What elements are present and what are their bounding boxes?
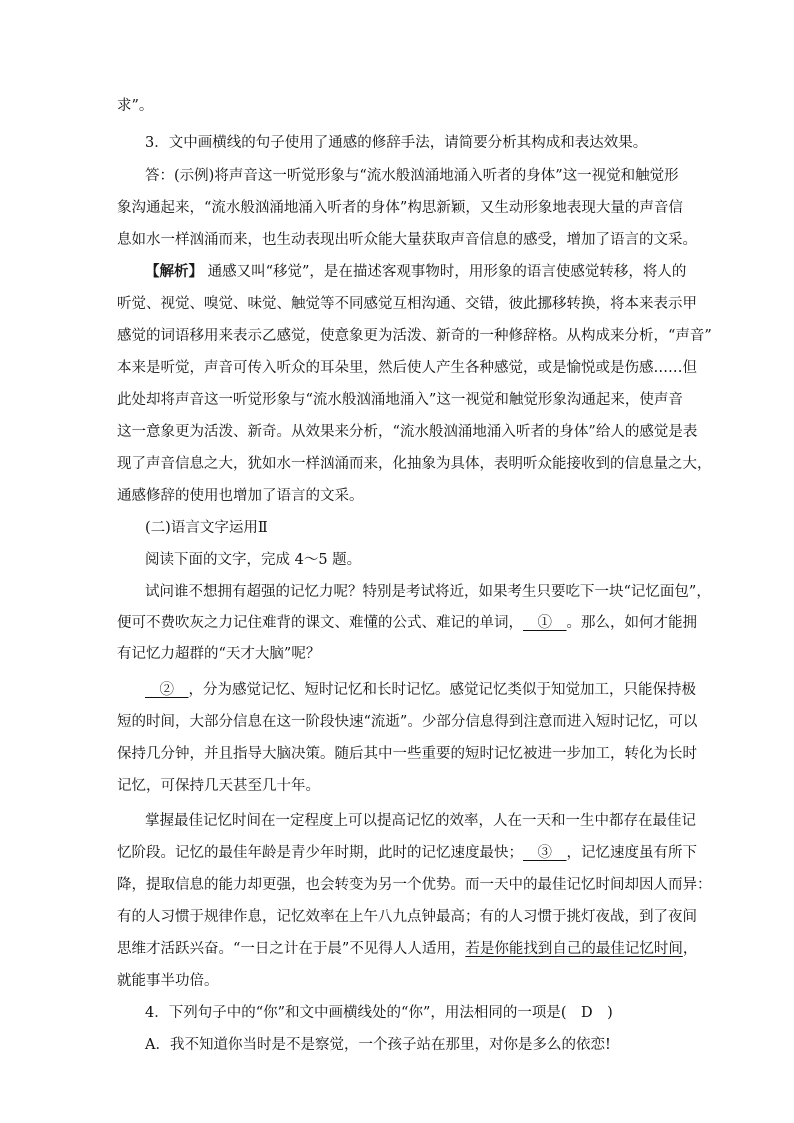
passage-line: 短的时间，大部分信息在这一阶段快速“流逝”。少部分信息得到注意而进入短时记忆，可以 [117,714,698,730]
analysis-line: 听觉、视觉、嗅觉、味觉、触觉等不同感觉互相沟通、交错，彼此挪移转换，将本来表示甲 [117,296,697,312]
answer-line: 象沟通起来，“流水般汹涌地涌入听者的身体”构思新颖，又生动形象地表现大量的声音信 [117,200,683,216]
passage-line: 有的人习惯于规律作息，记忆效率在上午八九点钟最高；有的人习惯于挑灯夜战，到了夜间 [117,909,697,925]
passage-text: ， [682,941,698,957]
option-a: A．我不知道你当时是不是察觉，一个孩子站在那里，对你是多么的依恋! [145,1037,611,1053]
blank-2: __②__ [145,682,189,698]
passage-text: ，记忆速度虽有所下 [566,845,697,861]
question-3: 3．文中画横线的句子使用了通感的修辞手法，请简要分析其构成和表达效果。 [145,135,648,151]
passage-line: 降，提取信息的能力却更强，也会转变为另一个优势。而一天中的最佳记忆时间却因人而异： [117,877,712,893]
passage-line: 记忆，可保持几天甚至几十年。 [117,778,320,794]
analysis-line [145,262,686,282]
underlined-sentence: 若是你能找到自己的最佳记忆时间 [465,941,683,957]
passage-line [117,613,697,633]
answer-line: 答：(示例)将声音这一听觉形象与“流水般汹涌地涌入听者的身体”这一视觉和触觉形 [145,168,679,184]
analysis-tag: 【解析】 [145,263,203,280]
passage-text: ，分为感觉记忆、短时记忆和长时记忆。感觉记忆类似于知觉加工，只能保持极 [188,682,696,698]
passage-line [117,843,697,863]
question-4: 4．下列句子中的“你”和文中画横线处的“你”，用法相同的一项是( D ) [145,1005,613,1021]
analysis-text: 通感又叫“移觉”，是在描述客观事物时，用形象的语言使感觉转移，将人的 [203,264,687,280]
analysis-line: 现了声音信息之大，犹如水一样汹涌而来，化抽象为具体，表明听众能接收到的信息量之大， [117,456,712,472]
passage-text: 。那么，如何才能拥 [566,615,697,631]
passage-line: 试问谁不想拥有超强的记忆力呢？特别是考试将近，如果考生只要吃下一块“记忆面包”， [145,584,711,600]
passage-text: 便可不费吹灰之力记住难背的课文、难懂的公式、难记的单词， [117,615,523,631]
passage-line [117,939,697,959]
analysis-line: 通感修辞的使用也增加了语言的文采。 [117,488,364,504]
passage-line: 掌握最佳记忆时间在一定程度上可以提高记忆的效率，人在一天和一生中都存在最佳记 [145,813,696,829]
passage-line [145,680,696,700]
analysis-line: 此处却将声音这一听觉形象与“流水般汹涌地涌入”这一视觉和触觉形象沟通起来，使声音 [117,392,683,408]
passage-text: 忆阶段。记忆的最佳年龄是青少年时期，此时的记忆速度最快； [117,845,523,861]
answer-line: 息如水一样汹涌而来，也生动表现出听众能大量获取声音信息的感受，增加了语言的文采。 [117,232,697,248]
instruction-line: 阅读下面的文字，完成 4～5 题。 [145,552,362,568]
analysis-line: 感觉的词语移用来表示乙感觉，使意象更为活泼、新奇的一种修辞格。从构成来分析，“声音” [117,328,712,344]
passage-line: 保持几分钟，并且指导大脑决策。随后其中一些重要的短时记忆被进一步加工，转化为长时 [117,746,697,762]
text-line: 求”。 [117,98,154,114]
blank-3: __③__ [523,845,567,861]
passage-line: 有记忆力超群的“天才大脑”呢？ [117,646,321,662]
analysis-line: 这一意象更为活泼、新奇。从效果来分析，“流水般汹涌地涌入听者的身体”给人的感觉是表 [117,424,698,440]
analysis-line: 本来是听觉，声音可传入听众的耳朵里，然后使人产生各种感觉，或是愉悦或是伤感……但 [117,360,697,376]
blank-1: __①__ [523,615,567,631]
passage-line: 就能事半功倍。 [117,973,219,989]
passage-text: 思维才活跃兴奋。“一日之计在于晨”不见得人人适用， [117,941,466,957]
section-heading: (二)语言文字运用Ⅱ [145,520,268,536]
